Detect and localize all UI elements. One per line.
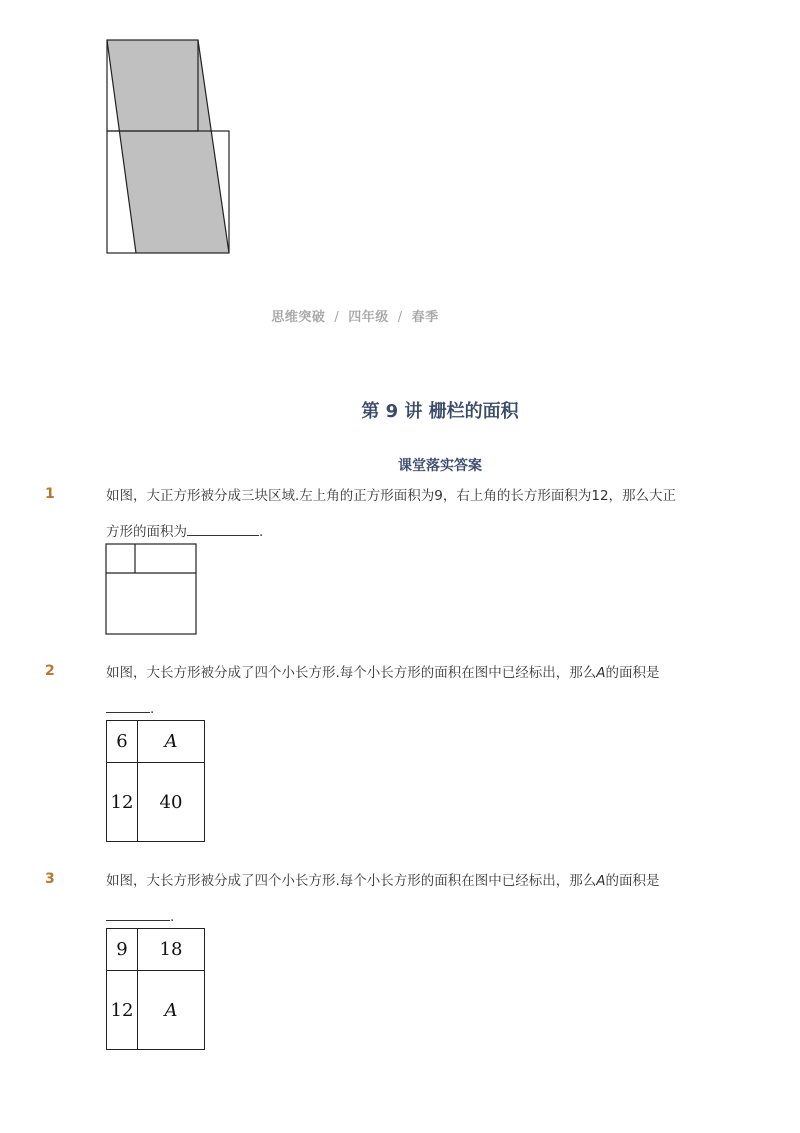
question-text-line: 方形的面积为: [106, 524, 187, 540]
question-3-text: [106, 863, 726, 935]
question-number: 1: [45, 486, 55, 502]
answer-blank: [187, 521, 259, 536]
question-number: 3: [45, 871, 55, 887]
breadcrumb-separator: /: [334, 310, 340, 325]
breadcrumb-term: 春季: [411, 310, 439, 325]
area-grid: [106, 928, 205, 1050]
grid-cell: 18: [138, 929, 205, 971]
grid-cell: 12: [107, 763, 138, 842]
question-text-line: 如图，大长方形被分成了四个小长方形.每个小长方形的面积在图中已经标出，那么: [106, 873, 597, 889]
square-division-figure: [105, 543, 199, 637]
big-square-outline: [106, 544, 196, 634]
breadcrumb-course: 思维突破: [271, 310, 326, 325]
answer-blank: [106, 698, 150, 713]
question-text-end: .: [150, 701, 155, 717]
grid-cell: 6: [107, 721, 138, 763]
question-number: 2: [45, 663, 55, 679]
grid-cell: 40: [138, 763, 205, 842]
section-title: 课堂落实答案: [398, 458, 482, 474]
question-text-end: 的面积是: [605, 665, 660, 681]
question-text-end: .: [259, 524, 264, 540]
grid-cell: 9: [107, 929, 138, 971]
breadcrumb: [0, 306, 710, 325]
grid-cell: 12: [107, 971, 138, 1050]
question-text-end: .: [170, 909, 175, 925]
question-text-end: 的面积是: [605, 873, 660, 889]
variable-a: A: [596, 873, 606, 889]
grid-cell-unknown: A: [138, 721, 205, 763]
question-text-line: 如图，大正方形被分成三块区域.左上角的正方形面积为9，右上角的长方形面积为12，那么大正: [106, 488, 677, 504]
grid-cell-unknown: A: [138, 971, 205, 1050]
lesson-title: 第 9 讲 栅栏的面积: [361, 401, 519, 422]
shaded-parallelogram: [107, 40, 229, 253]
area-grid: [106, 720, 205, 842]
question-text-line: 如图，大长方形被分成了四个小长方形.每个小长方形的面积在图中已经标出，那么: [106, 665, 597, 681]
breadcrumb-separator: /: [397, 310, 403, 325]
breadcrumb-grade: 四年级: [348, 310, 389, 325]
variable-a: A: [596, 665, 606, 681]
question-1-text: [106, 478, 726, 550]
fence-area-figure: [100, 34, 240, 264]
question-2-text: [106, 655, 726, 727]
answer-blank: [106, 906, 170, 921]
